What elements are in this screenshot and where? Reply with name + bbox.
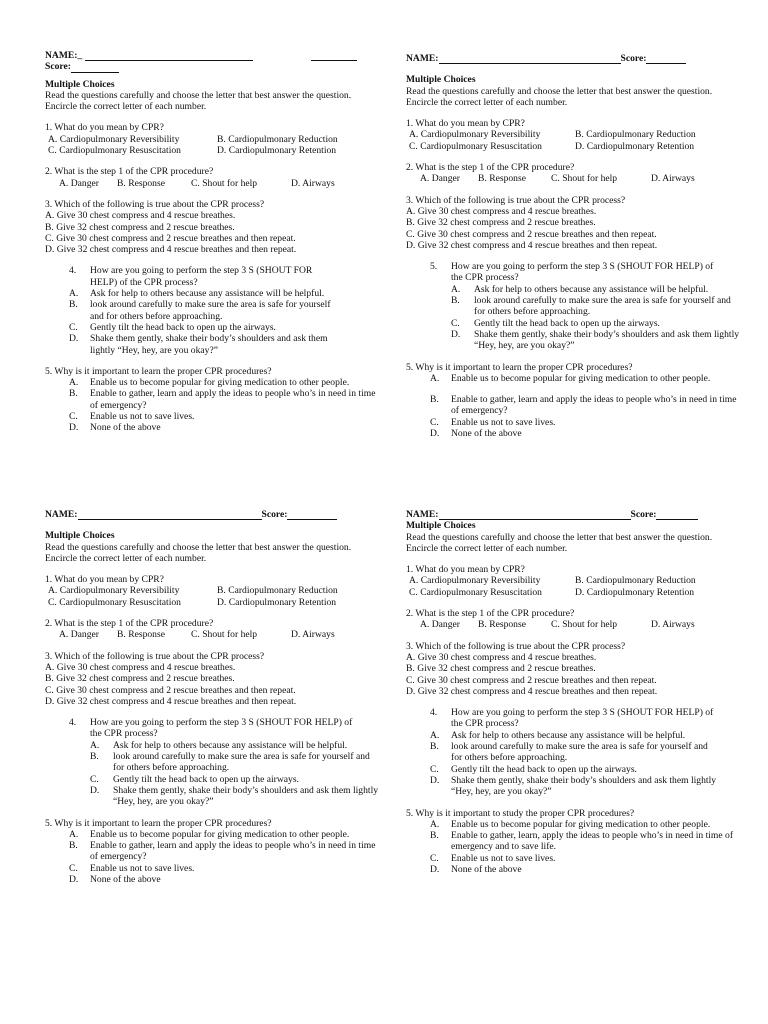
score-label: Score: [630,509,657,520]
option-d: D. Airways [291,177,335,189]
option-d: Shake them gently, shake their body’s shoulders and ask them lightly “Hey, hey, are you okay?” [90,333,328,356]
question-2: 2. What is the step 1 of the CPR procedure? [45,618,214,630]
option-c: Gently tilt the head back to open up the airways. [474,317,660,329]
option-b: look around carefully to make sure the area is safe for yourself and for others before approaching. [451,741,708,764]
score-label: Score: [261,509,288,520]
option-letter: B. [430,394,439,406]
option-c: Enable us not to save lives. [90,411,195,423]
name-blank [78,509,262,520]
option-d: Shake them gently, shake their body’s shoulders and ask them lightly “Hey, hey, are you okay?” [474,328,740,352]
option-a: A. Cardiopulmonary Reversibility [48,585,180,597]
quiz-top-right [406,53,742,439]
instructions: Read the questions carefully and choose the letter that best answer the question. Encircle the correct letter of each number. [406,85,713,108]
option-d: None of the above [90,874,161,886]
option-a: A. Give 30 chest compress and 4 rescue breathes. [45,210,236,222]
option-a: Enable us to become popular for giving medication to other people. [451,818,711,830]
question-2: 2. What is the step 1 of the CPR procedure? [406,608,575,620]
option-letter: B. [451,295,460,307]
option-d: D. Give 32 chest compress and 4 rescue breathes and then repeat. [45,244,297,256]
option-letter: B. [69,299,78,311]
name-score-line [406,53,742,64]
option-d: None of the above [90,422,161,434]
option-a: Ask for help to others because any assistance will be helpful. [113,739,348,751]
option-c: C. Shout for help [191,177,258,189]
name-label: NAME: [406,509,439,520]
option-a: A. Danger [59,177,99,189]
option-letter: A. [430,729,440,741]
option-letter: D. [430,428,440,440]
name-score-line [45,509,381,520]
option-letter: D. [451,328,461,340]
option-letter: C. [430,416,439,428]
option-letter: B. [69,840,78,852]
option-c: C. Cardiopulmonary Resuscitation [48,145,181,157]
quiz-bottom-left [45,509,381,885]
option-b: B. Cardiopulmonary Reduction [575,575,696,587]
question-2: 2. What is the step 1 of the CPR procedure? [45,166,214,178]
score-label: Score: [620,53,647,64]
name-blank [85,50,253,61]
option-a: A. Cardiopulmonary Reversibility [409,129,541,141]
option-a: Enable us to become popular for giving medication to other people. [90,828,350,840]
option-letter: C. [69,862,78,874]
option-a: Enable us to become popular for giving medication to other people. [90,377,350,389]
question-3: 3. Which of the following is true about the CPR process? [45,650,265,662]
option-b: look around carefully to make sure the area is safe for yourself and for others before approaching. [113,751,370,774]
option-letter: A. [430,818,440,830]
instructions: Read the questions carefully and choose the letter that best answer the question. Encircle the correct letter of each number. [45,541,352,564]
option-letter: A. [69,828,79,840]
option-a: Ask for help to others because any assistance will be helpful. [474,283,709,295]
option-a: A. Cardiopulmonary Reversibility [48,133,180,145]
question-5: 5. Why is it important to learn the proper CPR procedures? [45,817,272,829]
section-heading: Multiple Choices [406,520,476,532]
score-blank [287,509,337,520]
option-b: look around carefully to make sure the area is safe for yourself and for others before approaching. [474,295,731,318]
option-d: Shake them gently, shake their body’s shoulders and ask them lightly “Hey, hey, are you okay?” [451,774,717,798]
option-c: Enable us not to save lives. [90,862,195,874]
option-letter: C. [430,852,439,864]
option-b: B. Give 32 chest compress and 2 rescue breathes. [406,663,596,675]
name-label: NAME: [406,53,439,64]
option-a: A. Danger [59,629,99,641]
question-3: 3. Which of the following is true about the CPR process? [45,198,265,210]
option-d: D. Cardiopulmonary Retention [575,140,695,152]
option-c: C. Cardiopulmonary Resuscitation [409,140,542,152]
option-a: A. Give 30 chest compress and 4 rescue breathes. [406,205,597,217]
option-a: Ask for help to others because any assistance will be helpful. [90,288,325,300]
option-letter: B. [430,830,439,842]
score-blank [71,62,119,73]
question-text: How are you going to perform the step 3 S (SHOUT FOR HELP) of the CPR process? [90,265,313,288]
option-c: C. Cardiopulmonary Resuscitation [48,596,181,608]
score-blank [646,53,686,64]
option-b: B. Cardiopulmonary Reduction [217,585,338,597]
question-3: 3. Which of the following is true about the CPR process? [406,640,626,652]
option-c: Enable us not to save lives. [451,416,556,428]
option-letter: A. [451,283,461,295]
option-letter: C. [69,321,78,333]
option-c: C. Cardiopulmonary Resuscitation [409,586,542,598]
question-text: How are you going to perform the step 3 S (SHOUT FOR HELP) of the CPR process? [90,717,353,740]
option-d: D. Give 32 chest compress and 4 rescue breathes and then repeat. [406,239,658,251]
option-letter: D. [430,774,440,786]
option-d: D. Cardiopulmonary Retention [575,586,695,598]
section-heading: Multiple Choices [45,530,115,542]
option-letter: A. [69,377,79,389]
option-c: C. Give 30 chest compress and 2 rescue breathes and then repeat. [45,232,296,244]
option-letter: C. [69,411,78,423]
option-d: None of the above [451,428,522,440]
option-a: A. Danger [420,173,460,185]
option-b: B. Cardiopulmonary Reduction [217,133,338,145]
name-score-line [45,50,381,61]
option-b: Enable to gather, learn and apply the ideas to people who’s in need in time of emergency? [90,388,376,411]
option-letter: C. [430,763,439,775]
option-letter: A. [430,372,440,384]
question-5: 5. Why is it important to learn the proper CPR procedures? [45,365,272,377]
option-b: Enable to gather, learn and apply the ideas to people who’s in need in time of emergency? [451,394,737,417]
blank-line [311,50,357,61]
option-letter: B. [90,751,99,763]
option-c: Gently tilt the head back to open up the airways. [113,773,299,785]
instructions: Read the questions carefully and choose the letter that best answer the question. Encircle the correct letter of each number. [45,89,352,113]
option-b: B. Give 32 chest compress and 2 rescue breathes. [406,217,596,229]
option-d: D. Airways [291,629,335,641]
option-d: D. Cardiopulmonary Retention [217,596,337,608]
option-letter: D. [69,333,79,345]
question-5: 5. Why is it important to study the proper CPR procedures? [406,807,635,819]
name-label: NAME: [45,509,78,520]
score-label: Score: [45,61,71,73]
section-heading: Multiple Choices [45,78,115,90]
option-c: Gently tilt the head back to open up the airways. [451,763,637,775]
option-d: D. Give 32 chest compress and 4 rescue breathes and then repeat. [406,685,658,697]
question-4 [406,261,742,284]
option-a: A. Give 30 chest compress and 4 rescue breathes. [45,661,236,673]
score-blank [656,509,698,520]
score-line [45,61,381,72]
option-c: C. Shout for help [551,173,618,185]
instructions: Read the questions carefully and choose the letter that best answer the question. Encircle the correct letter of each number. [406,531,713,554]
option-letter: C. [90,773,99,785]
option-c: Gently tilt the head back to open up the airways. [90,321,276,333]
option-b: look around carefully to make sure the area is safe for yourself and for others before approaching. [90,299,331,322]
option-c: C. Shout for help [191,629,258,641]
option-d: Shake them gently, shake their body’s shoulders and ask them lightly “Hey, hey, are you okay?” [113,784,379,808]
option-b: B. Response [117,629,165,641]
question-1: 1. What do you mean by CPR? [406,564,525,576]
question-5: 5. Why is it important to learn the proper CPR procedures? [406,361,633,373]
option-b: B. Response [478,619,526,631]
section-heading: Multiple Choices [406,74,476,86]
name-blank [439,53,621,64]
option-a: A. Cardiopulmonary Reversibility [409,575,541,587]
question-2: 2. What is the step 1 of the CPR procedure? [406,162,575,174]
question-4 [45,265,381,288]
option-b: Enable to gather, learn and apply the ideas to people who’s in need in time of emergency? [90,840,376,863]
question-number: 5. [430,261,438,273]
option-b: B. Response [117,177,165,189]
option-letter: C. [451,317,460,329]
question-4 [45,717,381,740]
option-c: C. Give 30 chest compress and 2 rescue breathes and then repeat. [45,684,296,696]
option-a: A. Give 30 chest compress and 4 rescue breathes. [406,651,597,663]
question-text: How are you going to perform the step 3 S (SHOUT FOR HELP) of the CPR process? [451,707,714,730]
option-b: B. Give 32 chest compress and 2 rescue breathes. [45,221,235,233]
name-blank [439,509,631,520]
option-b: B. Give 32 chest compress and 2 rescue breathes. [45,673,235,685]
option-d: None of the above [451,864,522,876]
option-b: B. Response [478,173,526,185]
option-letter: D. [69,422,79,434]
option-letter: A. [90,739,100,751]
question-number: 4. [430,707,438,719]
question-text: How are you going to perform the step 3 S (SHOUT FOR HELP) of the CPR process? [451,261,714,284]
quiz-top-left [45,50,381,434]
option-letter: D. [430,864,440,876]
option-a: Ask for help to others because any assistance will be helpful. [451,729,686,741]
question-4 [406,707,742,730]
option-d: D. Airways [651,619,695,631]
question-3: 3. Which of the following is true about the CPR process? [406,194,626,206]
option-b: Enable to gather, learn, apply the ideas to people who’s in need in time of emergency and to save life. [451,830,734,853]
option-c: C. Give 30 chest compress and 2 rescue breathes and then repeat. [406,228,657,240]
option-c: Enable us not to save lives. [451,852,556,864]
name-label: NAME:_ [45,50,83,61]
question-number: 4. [69,265,77,277]
option-letter: D. [69,874,79,886]
option-letter: B. [430,741,439,753]
question-number: 4. [69,717,77,729]
option-d: D. Airways [651,173,695,185]
question-1: 1. What do you mean by CPR? [406,118,525,130]
option-c: C. Give 30 chest compress and 2 rescue breathes and then repeat. [406,674,657,686]
option-d: D. Give 32 chest compress and 4 rescue breathes and then repeat. [45,695,297,707]
option-b: B. Cardiopulmonary Reduction [575,129,696,141]
option-letter: B. [69,388,78,400]
question-1: 1. What do you mean by CPR? [45,122,164,134]
question-1: 1. What do you mean by CPR? [45,574,164,586]
option-a: A. Danger [420,619,460,631]
name-score-line [406,509,742,520]
option-letter: D. [90,784,100,796]
option-c: C. Shout for help [551,619,618,631]
quiz-bottom-right [406,509,742,875]
option-d: D. Cardiopulmonary Retention [217,145,337,157]
option-a: Enable us to become popular for giving medication to other people. [451,372,711,384]
option-letter: A. [69,288,79,300]
